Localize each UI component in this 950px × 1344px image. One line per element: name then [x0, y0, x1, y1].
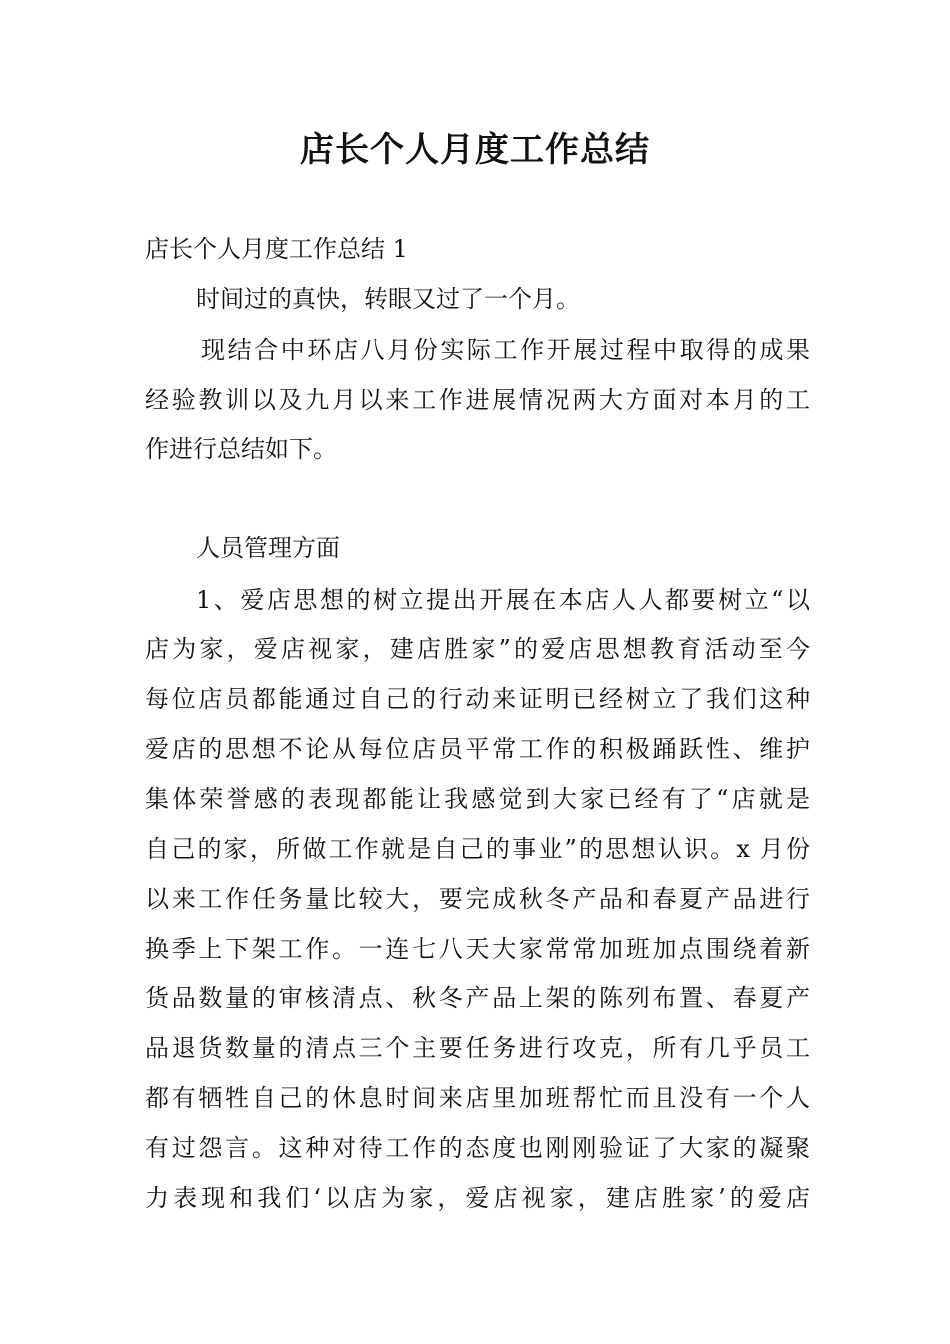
text-line: 力表现和我们‘以店为家，爱店视家，建店胜家’的爱店 [145, 1184, 810, 1212]
text-line: 作进行总结如下。 [145, 435, 337, 463]
text-line: 店为家，爱店视家，建店胜家”的爱店思想教育活动至今 [145, 635, 810, 663]
text-line: 货品数量的审核清点、秋冬产品上架的陈列布置、春夏产 [145, 984, 810, 1012]
section-heading: 店长个人月度工作总结 1 [145, 235, 408, 263]
text-line: 有过怨言。这种对待工作的态度也刚刚验证了大家的凝聚 [145, 1134, 810, 1162]
text-line: 爱店的思想不论从每位店员平常工作的积极踊跃性、维护 [145, 735, 810, 763]
text-line: 都有牺牲自己的休息时间来店里加班帮忙而且没有一个人 [145, 1084, 810, 1112]
document-title: 店长个人月度工作总结 [300, 130, 650, 170]
text-line: 时间过的真快，转眼又过了一个月。 [196, 285, 580, 313]
text-line: 现结合中环店八月份实际工作开展过程中取得的成果 [201, 336, 810, 364]
text-line: 经验教训以及九月以来工作进展情况两大方面对本月的工 [145, 386, 810, 414]
paragraph-heading: 人员管理方面 [196, 534, 340, 562]
text-line: 换季上下架工作。一连七八天大家常常加班加点围绕着新 [145, 935, 810, 963]
text-line: 品退货数量的清点三个主要任务进行攻克，所有几乎员工 [145, 1034, 810, 1062]
text-line: 以来工作任务量比较大，要完成秋冬产品和春夏产品进行 [145, 885, 810, 913]
text-line: 自己的家，所做工作就是自己的事业”的思想认识。x 月份 [145, 835, 810, 863]
text-line: 每位店员都能通过自己的行动来证明已经树立了我们这种 [145, 685, 810, 713]
text-line: 集体荣誉感的表现都能让我感觉到大家已经有了“店就是 [145, 785, 810, 813]
text-line: 1、爱店思想的树立提出开展在本店人人都要树立“以 [196, 586, 810, 614]
